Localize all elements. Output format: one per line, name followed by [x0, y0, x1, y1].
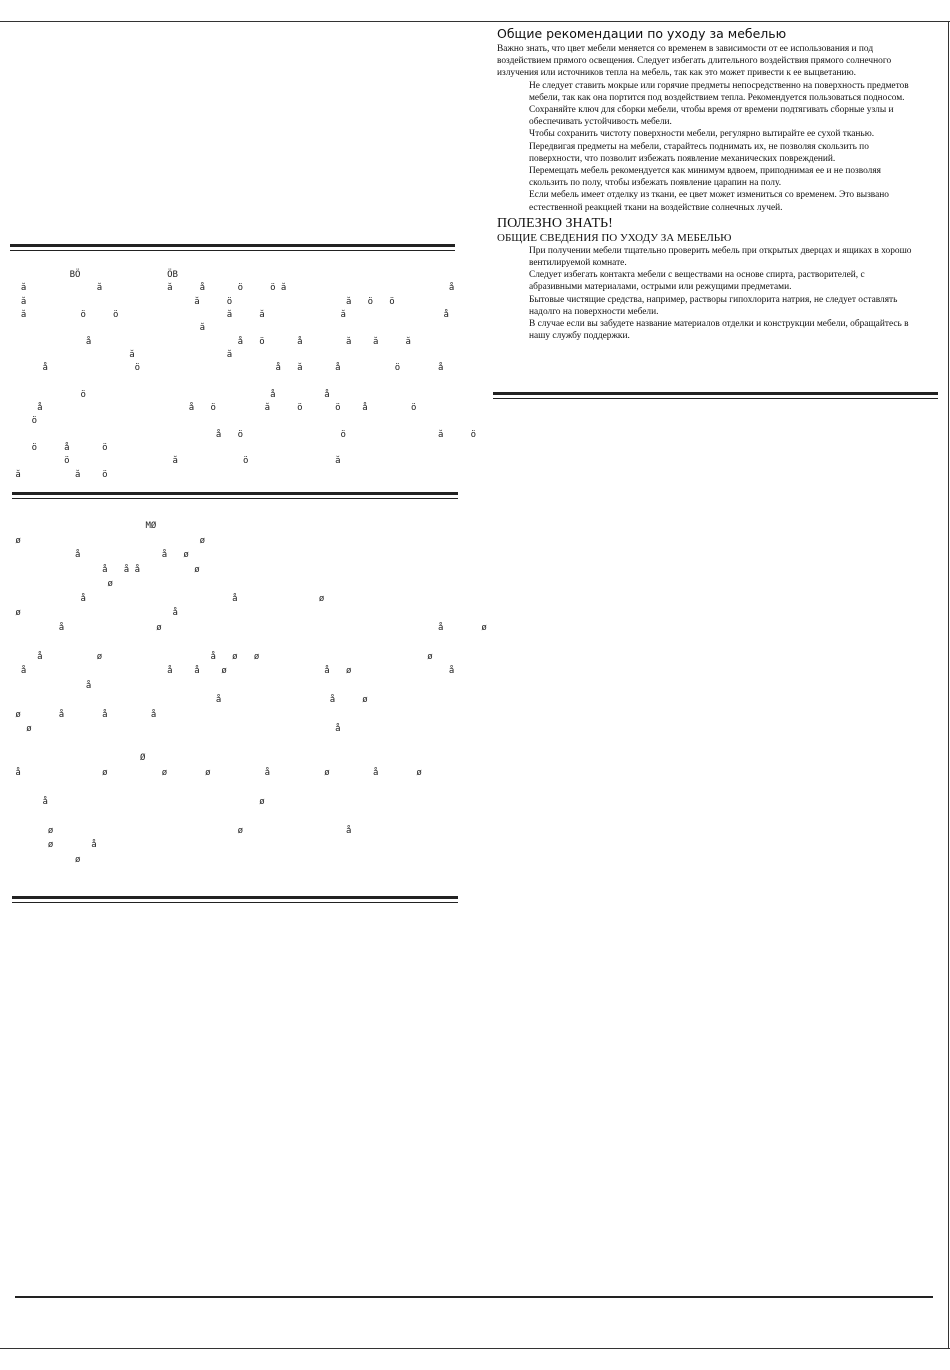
page-frame-right	[948, 21, 949, 1349]
garbled-line: MØ	[10, 521, 157, 531]
garbled-line: Ø	[10, 753, 146, 763]
care-item: Сохраняйте ключ для сборки мебели, чтобы время от времени подтягивать сборные узлы и обеспечивать устойчивость мебели.	[529, 105, 894, 128]
care-item: Перемещать мебель рекомендуется как минимум вдвоем, приподнимая ее и не позволяя скользить по полу, чтобы избежать появление царапин на полу.	[529, 166, 881, 189]
garbled-line: å ö ö ă ö	[10, 429, 476, 440]
garbled-line: ö å ö	[10, 442, 108, 453]
garbled-line: å å ö ă ö ö å ö	[10, 403, 417, 413]
section-divider	[10, 244, 455, 251]
garbled-line: å å å ø	[10, 564, 200, 575]
garbled-line: å ö å ă å ö å	[10, 363, 444, 374]
garbled-line: ă ă ö	[10, 469, 108, 480]
garbled-line: ø ø	[10, 535, 206, 546]
garbled-line: å å ø	[10, 550, 189, 560]
garbled-line: å ø	[10, 796, 265, 807]
care-heading: Общие рекомендации по уходу за мебелью	[497, 26, 787, 41]
care-item: Если мебель имеет отделку из ткани, ее цвет может измениться со временем. Это вызвано естественной реакцией ткани на воздействие солнечных лучей.	[529, 190, 889, 213]
garbled-line: å ø å ø ø ø	[10, 651, 433, 662]
care-item: Не следует ставить мокрые или горячие предметы непосредственно на поверхность предметов мебели, так как она портится под воздействием тепла. Рекомендуется пользоваться подносом.	[529, 80, 909, 103]
garbled-line: ø å å å	[10, 709, 157, 720]
garbled-line: ă ö ö ă ă ă å	[10, 309, 449, 320]
garbled-line: å å ö å ă ă ă	[10, 336, 411, 347]
garbled-line: ă ă ö ă ö ö	[10, 296, 395, 307]
page-frame-bottom	[0, 1348, 950, 1349]
garbled-line: ø å	[10, 608, 178, 618]
garbled-line: å å ø	[10, 695, 368, 705]
garbled-line: å ø ø ø å ø å ø	[10, 767, 422, 778]
garbled-line: å å ø	[10, 593, 325, 604]
page-frame-top	[0, 21, 950, 22]
general-care-item: Бытовые чистящие средства, например, растворы гипохлорита натрия, не следует оставлять надолго на поверхности мебели.	[529, 294, 898, 317]
garbled-line: å	[10, 680, 92, 691]
general-care-item: При получении мебели тщательно проверить мебель при открытых дверцах и ящиках в хорошо вентилируемой комнате.	[529, 245, 912, 269]
care-item: Чтобы сохранить чистоту поверхности мебели, регулярно вытирайте ее сухой тканью.	[529, 129, 875, 140]
garbled-line: ă ă	[10, 349, 233, 360]
garbled-line: å ø å ø	[10, 622, 487, 633]
garbled-line: ø	[10, 579, 113, 589]
garbled-line: ö å å	[10, 389, 330, 400]
footer-rule	[15, 1296, 933, 1298]
garbled-line: ø å	[10, 724, 341, 734]
useful-title: ПОЛЕЗНО ЗНАТЬ!	[497, 215, 613, 231]
garbled-line: ø å	[10, 840, 97, 850]
section-divider	[12, 492, 458, 499]
garbled-line: ă ă ă å ö ö ă å	[10, 283, 455, 294]
garbled-line: ø ø å	[10, 825, 352, 836]
care-intro: Важно знать, что цвет мебели меняется со временем в зависимости от ее использования и под воздействием прямого освещения. Следует избегать длительного воздействия прямого солнечного излучения или источников тепла на мебель, так как это может привести к ее выцветанию.	[497, 44, 892, 79]
general-care-item: В случае если вы забудете название материалов отделки и конструкции мебели, обращайтесь в нашу службу поддержки.	[529, 319, 909, 342]
section-divider	[493, 392, 938, 399]
general-care-title: ОБЩИЕ СВЕДЕНИЯ ПО УХОДУ ЗА МЕБЕЛЬЮ	[497, 231, 732, 244]
section-divider	[12, 896, 458, 903]
garbled-line: ø	[10, 854, 81, 865]
garbled-line: ă	[10, 323, 206, 334]
care-item: Передвигая предметы на мебели, старайтесь поднимать их, не позволяя скользить по поверхности, что позволит избежать появление механических повреждений.	[529, 141, 869, 164]
garbled-line: BÖ ÖB	[10, 270, 178, 280]
garbled-line: ö ă ö ă	[10, 456, 341, 467]
general-care-item: Следует избегать контакта мебели с веществами на основе спирта, растворителей, с абразивными материалами, острыми или режущими предметами.	[529, 270, 865, 293]
care-recommendations	[497, 26, 917, 342]
garbled-line: ö	[10, 416, 38, 427]
garbled-line: å å å ø å ø å	[10, 666, 455, 676]
